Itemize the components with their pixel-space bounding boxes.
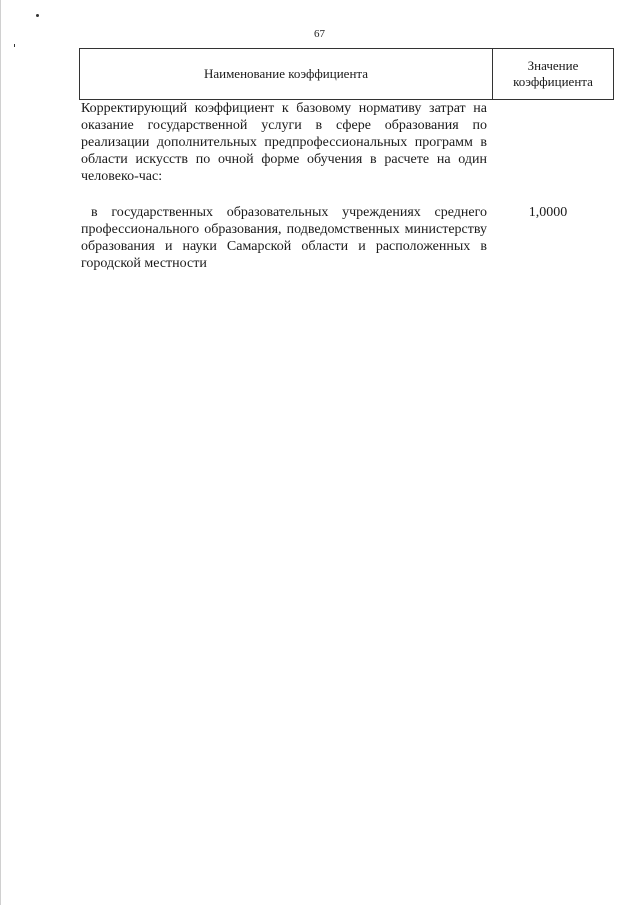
scan-edge-line [0, 0, 1, 905]
row-name: в государственных образовательных учреждениях среднего профессионального образования, подведомственных министерству образования и науки Самарской области и расположенных в городской местности [81, 205, 487, 271]
scan-speck [36, 14, 39, 17]
coefficient-table [79, 48, 614, 100]
table-header-row [80, 49, 614, 100]
intro-paragraph: Корректирующий коэффициент к базовому нормативу затрат на оказание государственной услуги в сфере образования по реализации дополнительных предпрофессиональных программ в области искусств по очной форме обучения в расчете на один человеко-час: [81, 101, 487, 184]
row-value: 1,0000 [528, 205, 568, 220]
page-number: 67 [314, 28, 325, 40]
header-coefficient-value: Значение коэффициента [493, 49, 614, 100]
scan-speck [14, 44, 15, 47]
header-coefficient-name: Наименование коэффициента [80, 49, 493, 100]
